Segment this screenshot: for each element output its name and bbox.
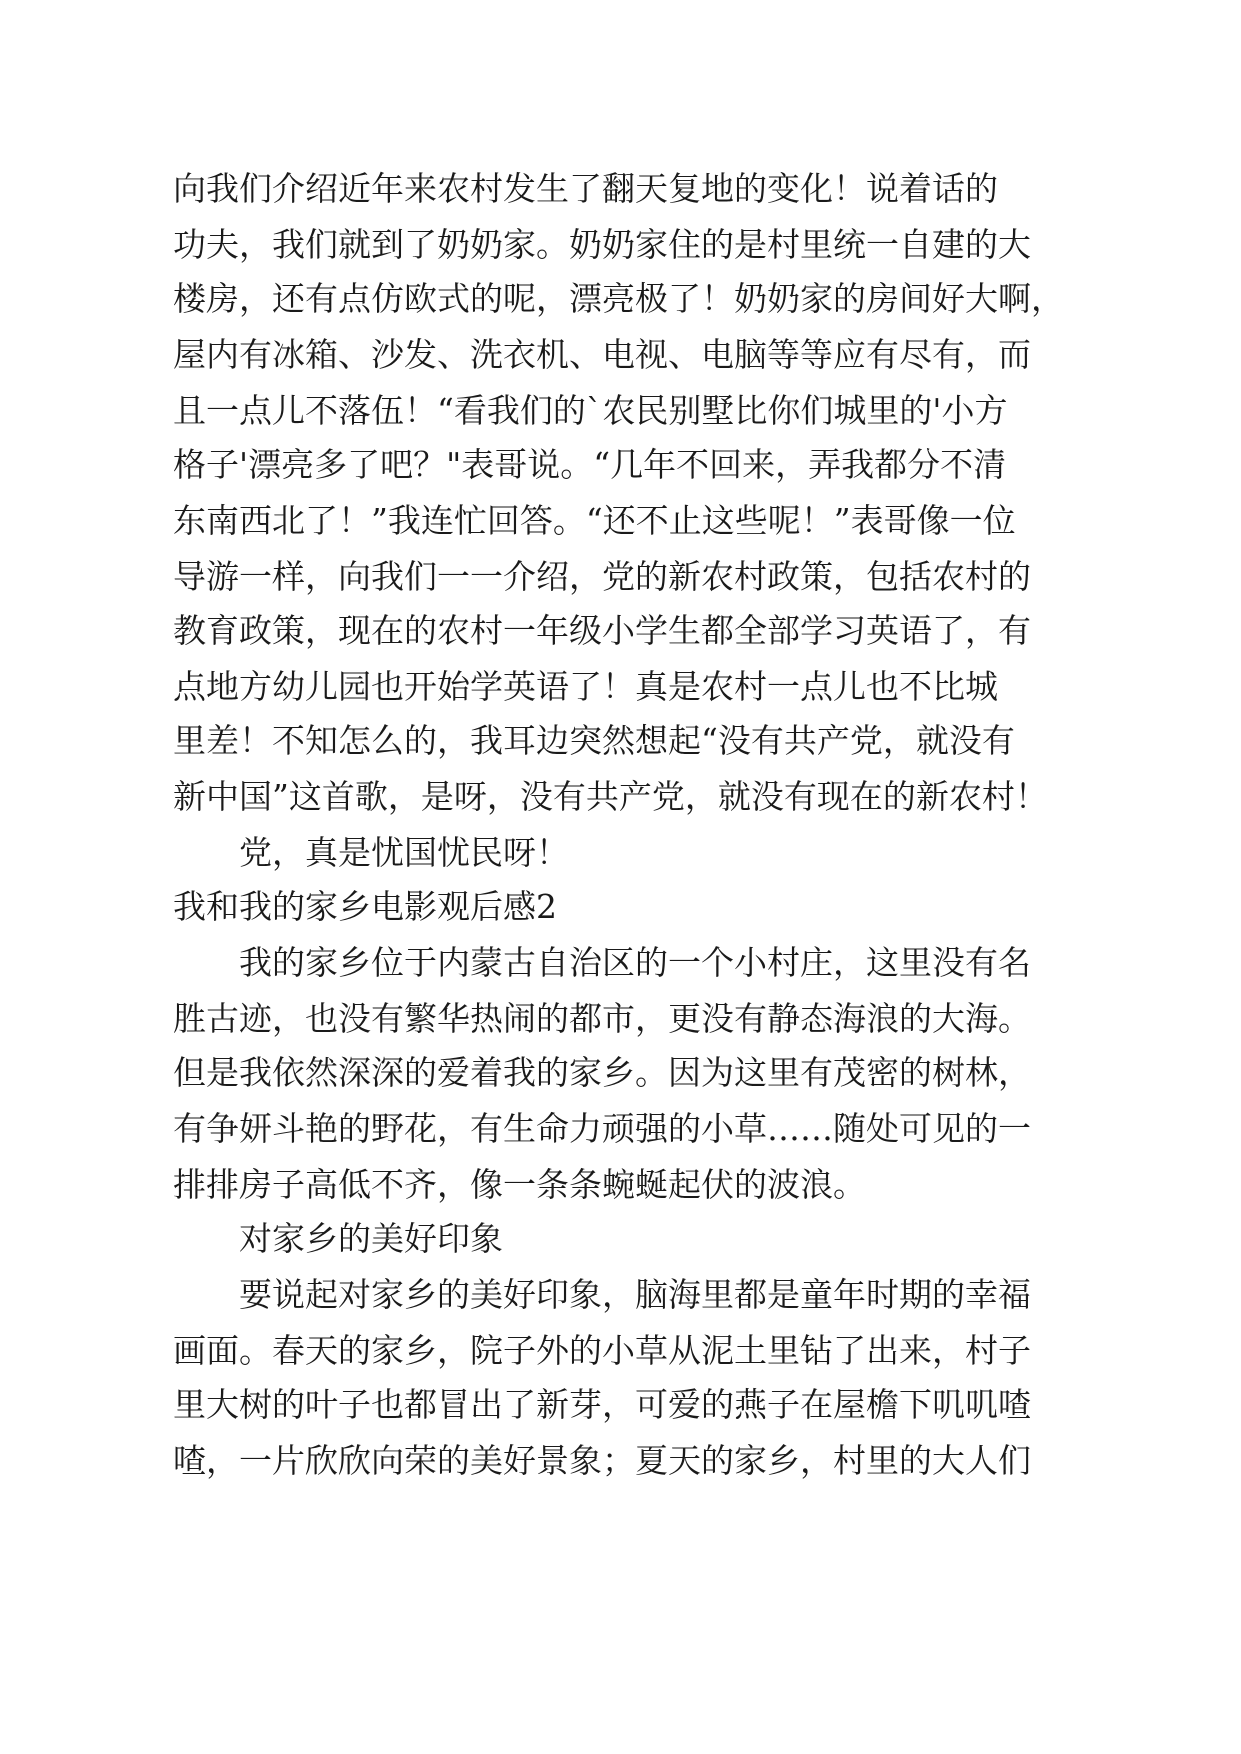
- text-line: 导游一样，向我们一一介绍，党的新农村政策，包括农村的: [173, 557, 1031, 596]
- text-line: 喳，一片欣欣向荣的美好景象；夏天的家乡，村里的大人们: [173, 1441, 1031, 1480]
- text-line: 但是我依然深深的爱着我的家乡。因为这里有茂密的树林，: [173, 1053, 1031, 1092]
- text-line: 向我们介绍近年来农村发生了翻天复地的变化！说着话的: [173, 169, 998, 208]
- text-line: 屋内有冰箱、沙发、洗衣机、电视、电脑等等应有尽有，而: [173, 335, 1031, 374]
- text-line: 要说起对家乡的美好印象，脑海里都是童年时期的幸福: [239, 1275, 1031, 1314]
- text-line: 有争妍斗艳的野花，有生命力顽强的小草……随处可见的一: [173, 1109, 1031, 1148]
- text-line: 点地方幼儿园也开始学英语了！真是农村一点儿也不比城: [173, 667, 998, 706]
- text-line: 我的家乡位于内蒙古自治区的一个小村庄，这里没有名: [239, 943, 1031, 982]
- text-line: 功夫，我们就到了奶奶家。奶奶家住的是村里统一自建的大: [173, 225, 1031, 264]
- text-line: 新中国”这首歌，是呀，没有共产党，就没有现在的新农村！: [173, 777, 1048, 816]
- text-line: 楼房，还有点仿欧式的呢，漂亮极了！奶奶家的房间好大啊，: [173, 279, 1064, 318]
- text-line: 格子'漂亮多了吧？"表哥说。“几年不回来，弄我都分不清: [173, 445, 1007, 484]
- text-line: 教育政策，现在的农村一年级小学生都全部学习英语了，有: [173, 611, 1031, 650]
- text-line: 东南西北了！”我连忙回答。“还不止这些呢！”表哥像一位: [173, 501, 1016, 540]
- text-line: 胜古迹，也没有繁华热闹的都市，更没有静态海浪的大海。: [173, 999, 1031, 1038]
- text-line: 党，真是忧国忧民呀！: [239, 833, 569, 872]
- text-line: 排排房子高低不齐，像一条条蜿蜒起伏的波浪。: [173, 1165, 866, 1204]
- text-line: 且一点儿不落伍！“看我们的`农民别墅比你们城里的'小方: [173, 391, 1008, 430]
- text-line: 里大树的叶子也都冒出了新芽，可爱的燕子在屋檐下叽叽喳: [173, 1385, 1031, 1424]
- text-line: 画面。春天的家乡，院子外的小草从泥土里钻了出来，村子: [173, 1331, 1031, 1370]
- text-line: 里差！不知怎么的，我耳边突然想起“没有共产党，就没有: [173, 721, 1015, 760]
- section-heading: 我和我的家乡电影观后感2: [173, 887, 557, 926]
- subheading: 对家乡的美好印象: [239, 1219, 503, 1258]
